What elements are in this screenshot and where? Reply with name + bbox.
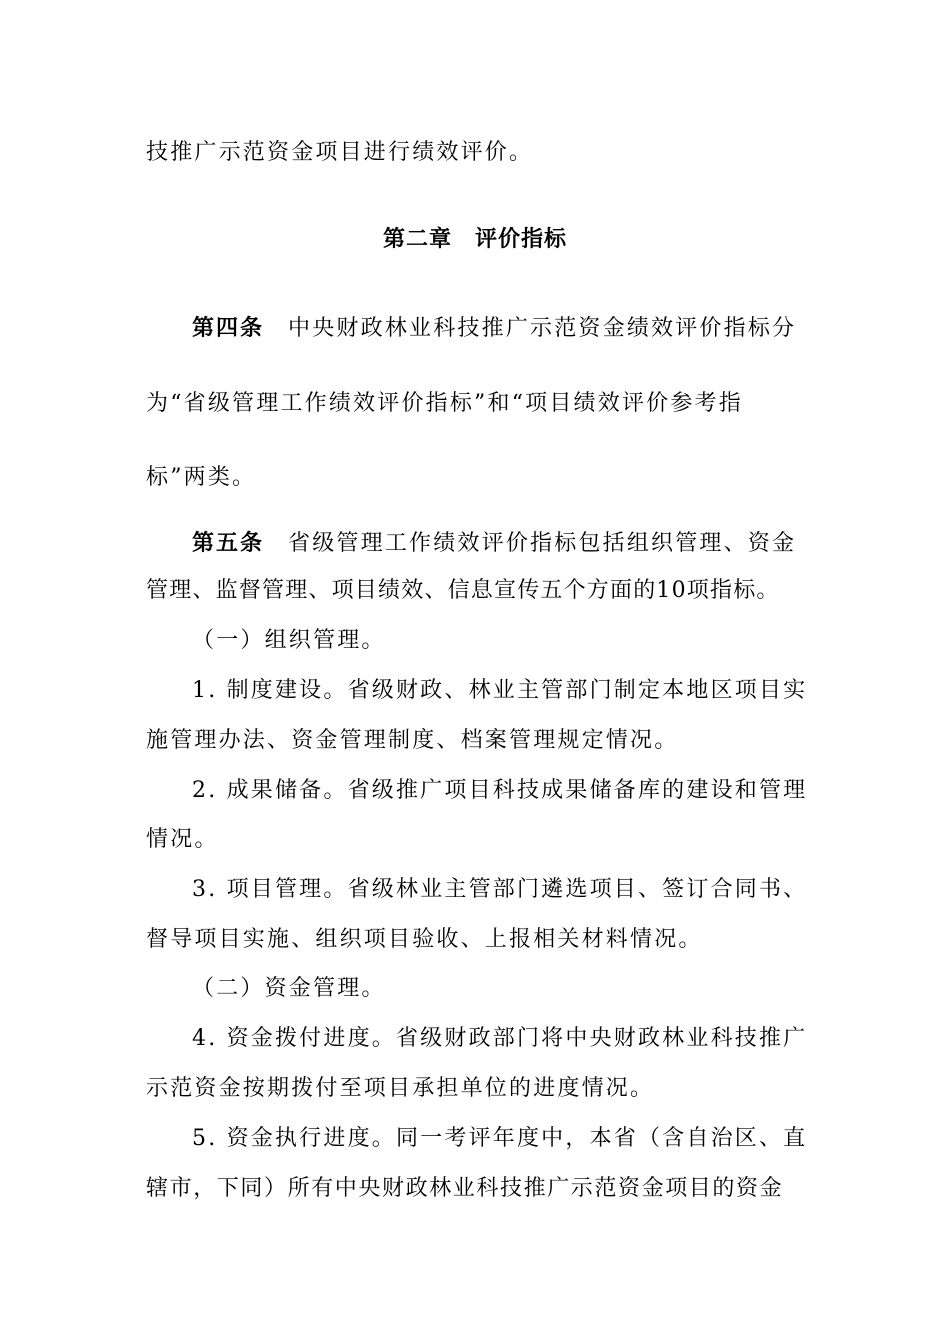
article-5-label: 第五条 bbox=[192, 531, 265, 556]
item-5-line-2: 辖市，下同）所有中央财政林业科技推广示范资金项目的资金 bbox=[146, 1176, 784, 1201]
item-4-line-1: 4. 资金拨付进度。省级财政部门将中央财政林业科技推广 bbox=[192, 1026, 808, 1051]
text-line: 管理、监督管理、项目绩效、信息宣传五个方面的10项指标。 bbox=[146, 578, 780, 603]
item-2-line-2: 情况。 bbox=[146, 827, 219, 852]
text-line: 技推广示范资金项目进行绩效评价。 bbox=[146, 140, 534, 165]
item-1-line-2: 施管理办法、资金管理制度、档案管理规定情况。 bbox=[146, 728, 679, 753]
item-3-line-2: 督导项目实施、组织项目验收、上报相关材料情况。 bbox=[146, 927, 703, 952]
section-heading-1: （一）组织管理。 bbox=[192, 628, 386, 653]
article-4-text: 中央财政林业科技推广示范资金绩效评价指标分 bbox=[288, 316, 797, 341]
item-5-line-1: 5. 资金执行进度。同一考评年度中，本省（含自治区、直 bbox=[192, 1126, 808, 1151]
item-4-line-2: 示范资金按期拨付至项目承担单位的进度情况。 bbox=[146, 1076, 655, 1101]
item-3-line-1: 3. 项目管理。省级林业主管部门遴选项目、签订合同书、 bbox=[192, 877, 808, 902]
article-5-first-line bbox=[192, 529, 806, 559]
text-line: 标”两类。 bbox=[146, 465, 257, 490]
article-5-text: 省级管理工作绩效评价指标包括组织管理、资金 bbox=[288, 531, 797, 556]
article-4-first-line bbox=[192, 314, 806, 344]
chapter-heading: 第二章 评价指标 bbox=[382, 227, 567, 252]
section-heading-2: （二）资金管理。 bbox=[192, 976, 386, 1001]
item-2-line-1: 2. 成果储备。省级推广项目科技成果储备库的建设和管理 bbox=[192, 778, 808, 803]
text-line: 为“省级管理工作绩效评价指标”和“项目绩效评价参考指 bbox=[146, 391, 743, 416]
article-4-label: 第四条 bbox=[192, 316, 265, 341]
item-1-line-1: 1. 制度建设。省级财政、林业主管部门制定本地区项目实 bbox=[192, 678, 808, 703]
